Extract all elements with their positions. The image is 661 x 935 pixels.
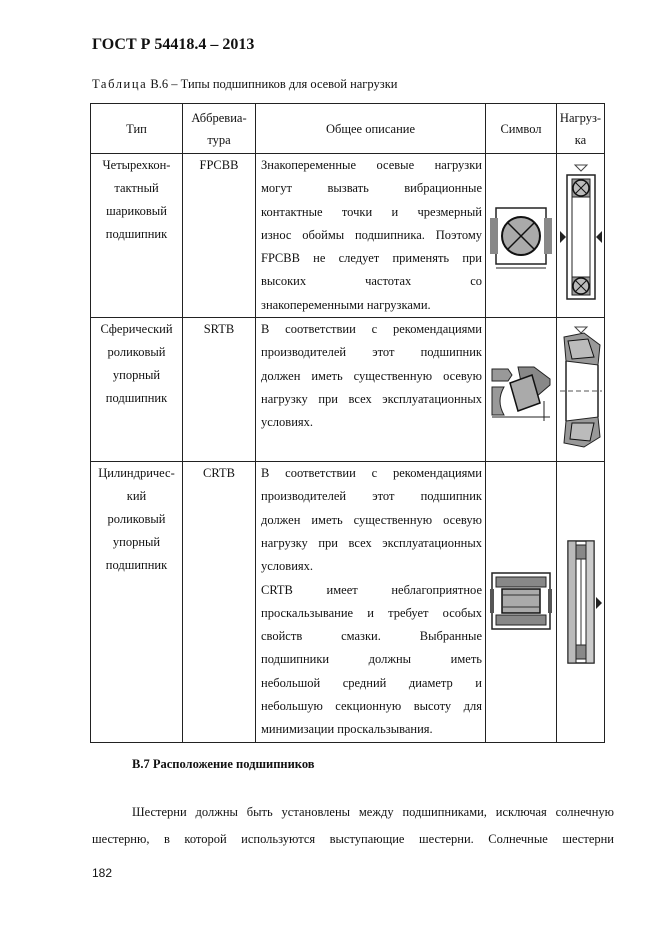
type-line: кий [126,489,147,504]
desc-line: небольшую секционную высоту для [261,699,482,714]
desc-line: условиях. [261,559,314,574]
table-row [91,154,605,318]
desc-line: нагрузку при всех эксплуатационных [261,391,482,406]
desc-line: должен иметь существенную осевую [261,512,482,527]
table-caption [92,77,397,92]
header-load-line: Нагруз- [559,110,602,125]
desc-line: подшипники должны иметь [261,652,482,667]
desc-line: небольшой средний диаметр и [261,675,482,690]
type-line: подшипник [105,391,168,406]
header-load-line: ка [574,132,587,147]
type-line: упорный [112,368,161,383]
desc-line: свойств смазки. Выбранные [261,629,482,644]
section-title: В.7 Расположение подшипников [132,757,315,771]
desc-line: производителей этот подшипник [261,345,482,360]
bearing-description [256,462,486,743]
bearing-types-table [90,103,605,743]
bearing-abbreviation: SRTB [183,318,256,462]
type-line: роликовый [107,345,166,360]
desc-line: Знакопеременные осевые нагрузки [261,158,482,172]
table-header-row [91,104,605,154]
header-abbreviation-line: тура [207,132,231,147]
type-line: шариковый [106,204,167,218]
desc-line: могут вызвать вибрационные [261,181,482,196]
desc-line: производителей этот подшипник [261,489,482,504]
header-abbreviation-line: Аббревиа- [191,110,247,125]
desc-line: износ обоймы подшипника. Поэтому [261,227,482,242]
desc-line: В соответствии с рекомендациями [261,466,482,481]
desc-line: условиях. [261,415,314,430]
paragraph-line: Шестерни должны быть установлены между подшипниками, исключая солнечную [132,805,614,819]
header-abbreviation [183,104,256,154]
bearing-abbreviation: CRTB [183,462,256,743]
caption-label: Таблица [92,77,148,91]
bearing-description [256,318,486,462]
cylindrical-roller-load-icon [557,462,605,743]
table-row [91,462,605,743]
spherical-roller-thrust-bearing-icon [486,318,557,462]
type-line: Четырехкон- [102,158,171,172]
document-header: ГОСТ Р 54418.4 – 2013 [92,36,255,53]
desc-line: контактные точки и чрезмерный [261,204,482,219]
header-symbol: Символ [486,104,557,154]
type-line: тактный [114,181,159,195]
type-line: роликовый [107,512,166,527]
bearing-type [91,318,183,462]
desc-line: высоких частотах со [261,274,482,289]
bearing-type [91,154,183,318]
type-line: Сферический [100,322,173,337]
bearing-description [256,154,486,318]
type-line: подшипник [105,558,168,573]
desc-line: В соответствии с рекомендациями [261,322,482,337]
type-line: Цилиндричес- [98,466,175,481]
bearing-type [91,462,183,743]
header-load [557,104,605,154]
header-type: Тип [91,104,183,154]
caption-text: – Типы подшипников для осевой нагрузки [171,77,398,91]
spherical-roller-load-icon [557,318,605,462]
type-line: подшипник [105,227,168,241]
double-arrow-axial-load-icon [557,154,605,318]
desc-line: проскальзывание и требует особых [261,605,482,620]
desc-line: нагрузку при всех эксплуатационных [261,535,482,550]
desc-line: CRTB имеет неблагоприятное [261,582,482,597]
desc-line: должен иметь существенную осевую [261,368,482,383]
cylindrical-roller-thrust-bearing-icon [486,462,557,743]
caption-number: В.6 [150,77,169,91]
body-paragraph [92,799,614,853]
table-row [91,318,605,462]
desc-line: минимизации проскальзывания. [261,722,433,737]
page-number: 182 [92,866,113,880]
header-description: Общее описание [256,104,486,154]
paragraph-line: шестерню, в которой используются выступающие шестерни. Солнечные шестерни [92,832,614,846]
four-point-contact-ball-bearing-icon [486,154,557,318]
desc-line: FPCBB не следует применять при [261,251,482,266]
type-line: упорный [112,535,161,550]
bearing-abbreviation: FPCBB [183,154,256,318]
desc-line: знакопеременными нагрузками. [261,297,431,312]
